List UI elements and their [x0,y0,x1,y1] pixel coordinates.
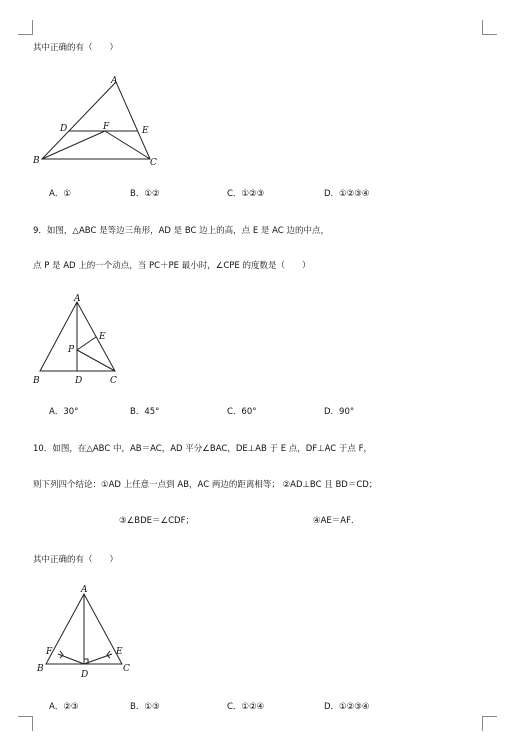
q10-option-a: A．②③ [49,702,79,712]
q10-stem-tail: 其中正确的有（ ） [33,555,119,565]
crop-mark-top-left [18,20,33,35]
q9-label-b: B [33,376,40,386]
q10-label-c: C [123,664,130,674]
q10-label-a: A [81,585,88,595]
q9-label-p: P [68,345,75,355]
q10-label-b: B [37,664,44,674]
q9-stem-line-2: 点 P 是 AD 上的一个动点，当 PC＋PE 最小时，∠CPE 的度数是（ ） [33,261,311,271]
q9-label-d: D [75,376,83,386]
q8-label-f: F [103,122,110,132]
q10-option-d: D．①②③④ [324,702,370,712]
q8-segment-bf [42,131,105,159]
q8-option-c: C．①②③ [227,189,265,199]
q8-option-b: B．①② [130,189,160,199]
q9-option-d: D．90° [324,407,355,417]
q8-option-a: A．① [49,189,71,199]
q10-figure [30,584,140,684]
q8-label-c: C [150,158,157,168]
q9-option-b: B．45° [130,407,160,417]
q8-triangle-abc [42,82,150,159]
q9-option-c: C．60° [227,407,257,417]
q10-conclusion-4: ④AE＝AF． [313,516,360,526]
q9-segment-pe [77,337,96,350]
q9-label-a: A [74,294,81,304]
q8-figure [30,72,170,172]
q9-figure [30,294,140,389]
q9-label-e: E [99,332,106,342]
q10-label-e: E [116,647,123,657]
q8-stem-tail: 其中正确的有（ ） [33,43,119,53]
q10-conclusion-3: ③∠BDE＝∠CDF； [119,516,194,526]
q10-stem-line-2: 则下列四个结论：①AD 上任意一点到 AB，AC 两边的距离相等； ②AD⊥BC 且 BD＝CD； [33,480,378,490]
q10-label-f: F [46,647,53,657]
q8-label-d: D [60,124,68,134]
q10-stem-line-1: 10．如图，在△ABC 中，AB＝AC，AD 平分∠BAC，DE⊥AB 于 E 点，DF⊥AC 于点 F， [33,444,373,454]
q9-option-a: A．30° [49,407,79,417]
crop-mark-bottom-left [18,716,33,731]
q8-label-a: A [111,76,118,86]
crop-mark-bottom-right [482,716,497,731]
q10-option-c: C．①②④ [227,702,265,712]
crop-mark-top-right [482,20,497,35]
q10-label-d: D [81,670,89,680]
q8-label-b: B [33,156,40,166]
q8-label-e: E [142,126,149,136]
q9-label-c: C [110,376,117,386]
q9-stem-line-1: 9．如图，△ABC 是等边三角形，AD 是 BC 边上的高，点 E 是 AC 边的中点， [33,226,329,236]
q10-option-b: B．①③ [130,702,160,712]
q8-option-d: D．①②③④ [324,189,370,199]
